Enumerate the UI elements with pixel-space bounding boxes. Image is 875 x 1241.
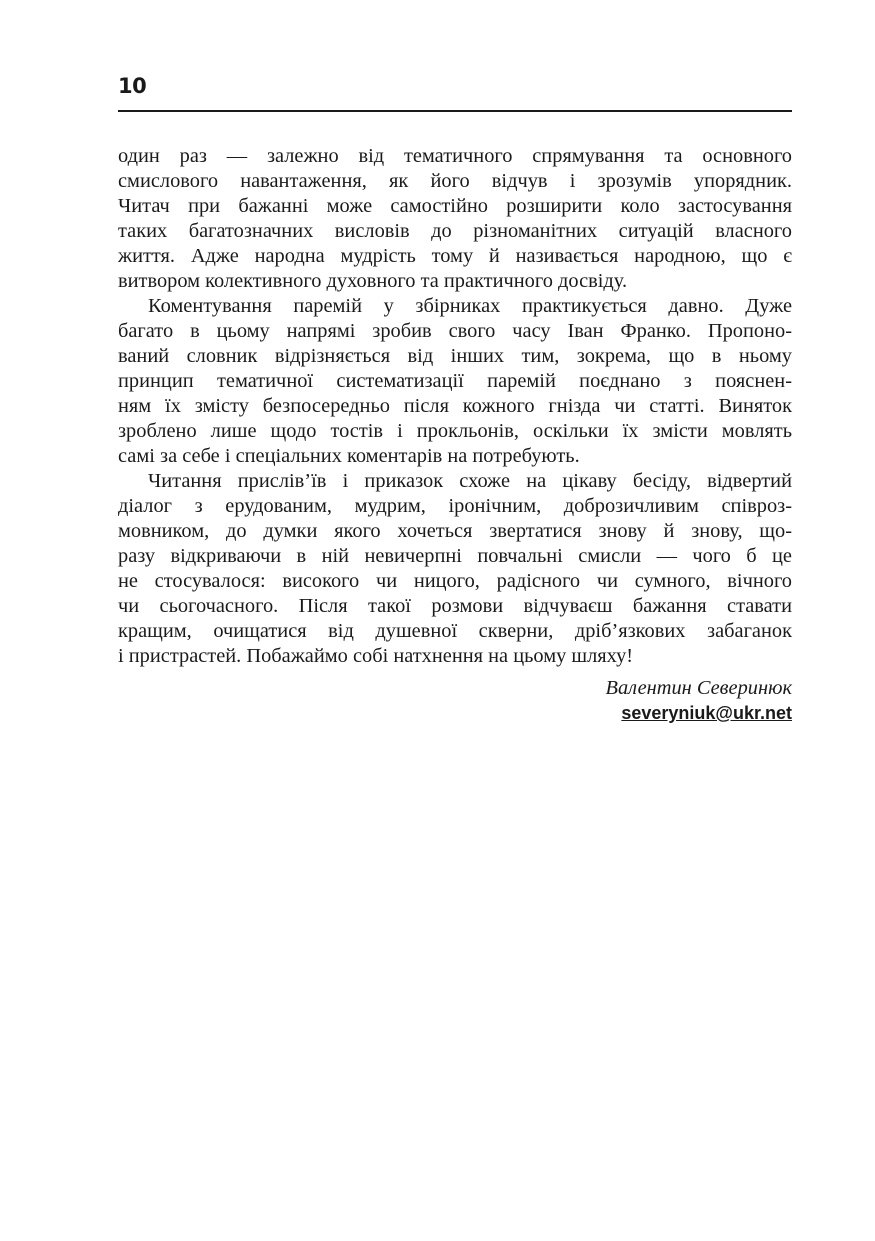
text-line: витвором колективного духовного та практичного досвіду. (118, 270, 628, 292)
page-number: 10 (118, 74, 147, 98)
text-line: діалог з ерудованим, мудрим, іронічним, доброзичливим співроз- (118, 495, 792, 517)
text-line: багато в цьому напрямі зробив свого часу Іван Франко. Пропоно- (118, 320, 792, 342)
text-line: разу відкриваючи в ній невичерпні повчальні смисли — чого б це (118, 545, 792, 567)
text-line: не стосувалося: високого чи ницого, радісного чи сумного, вічного (118, 570, 792, 592)
author-email-link[interactable]: severyniuk@ukr.net (621, 703, 792, 723)
text-line: ням їх змісту безпосередньо після кожного гнізда чи статті. Виняток (118, 395, 792, 417)
text-line: Читач при бажанні може самостійно розширити коло застосування (118, 195, 792, 217)
text-line: зроблено лише щодо тостів і прокльонів, оскільки їх змісти мовлять (118, 420, 792, 442)
text-line: кращим, очищатися від душевної скверни, дріб’язкових забаганок (118, 620, 792, 642)
text-line: мовником, до думки якого хочеться звертатися знову й знову, що- (118, 520, 792, 542)
text-line: життя. Адже народна мудрість тому й називається народною, що є (118, 245, 792, 267)
paragraph-1 (118, 144, 792, 294)
text-line: принцип тематичної систематизації паремій поєднано з пояснен- (118, 370, 792, 392)
text-line: Коментування паремій у збірниках практикується давно. Дуже (148, 295, 792, 317)
text-line: Читання прислів’їв і приказок схоже на цікаву бесіду, відвертий (148, 470, 792, 492)
text-line: таких багатозначних висловів до різноманітних ситуацій власного (118, 220, 792, 242)
text-line: ваний словник відрізняється від інших тим, зокрема, що в ньому (118, 345, 792, 367)
header-rule (118, 110, 792, 112)
body-text (118, 144, 792, 669)
text-line: чи сьогочасного. Після такої розмови відчуваєш бажання ставати (118, 595, 792, 617)
text-line: смислового навантаження, як його відчув і зрозумів упорядник. (118, 170, 792, 192)
paragraph-2 (118, 294, 792, 469)
author-name: Валентин Северинюк (605, 677, 792, 699)
signature (606, 676, 792, 726)
paragraph-3 (118, 469, 792, 669)
text-line: самі за себе і спеціальних коментарів на потребують. (118, 445, 580, 467)
text-line: один раз — залежно від тематичного спрямування та основного (118, 145, 792, 167)
text-line: і пристрастей. Побажаймо собі натхнення на цьому шляху! (118, 645, 634, 667)
